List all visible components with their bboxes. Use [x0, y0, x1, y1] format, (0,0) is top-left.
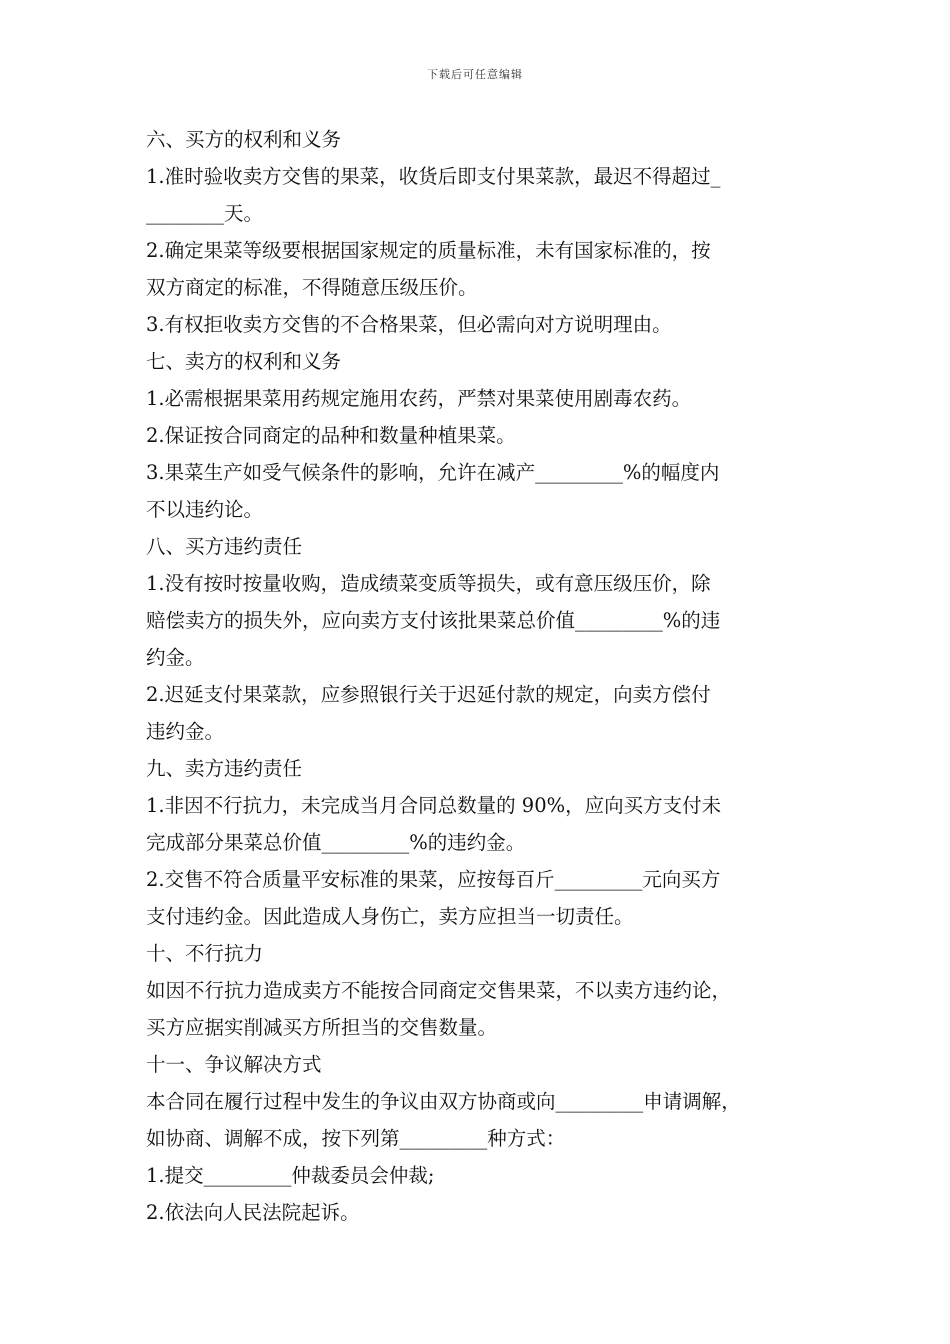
text-line: 1.没有按时按量收购，造成绩菜变质等损失，或有意压级压价，除: [146, 572, 711, 595]
text-line: 2.确定果菜等级要根据国家规定的质量标准，未有国家标准的，按: [146, 239, 711, 262]
text-line: 本合同在履行过程中发生的争议由双方协商或向_________申请调解，: [146, 1090, 741, 1113]
text-line: ________天。: [146, 202, 264, 225]
text-line: 不以违约论。: [146, 498, 264, 521]
text-line: 买方应据实削减买方所担当的交售数量。: [146, 1016, 498, 1039]
text-line: 1.准时验收卖方交售的果菜，收货后即支付果菜款，最迟不得超过_: [146, 165, 721, 188]
text-line: 如协商、调解不成，按下列第_________种方式：: [146, 1127, 566, 1150]
text-line: 2.交售不符合质量平安标准的果菜，应按每百斤_________元向买方: [146, 868, 721, 891]
section-heading: 十、不行抗力: [146, 942, 264, 965]
text-line: 1.非因不行抗力，未完成当月合同总数量的 90%，应向买方支付未: [146, 794, 722, 817]
document-body: [146, 121, 826, 1231]
page-header: 下载后可任意编辑: [427, 68, 523, 81]
text-line: 2.迟延支付果菜款，应参照银行关于迟延付款的规定，向卖方偿付: [146, 683, 711, 706]
text-line: 约金。: [146, 646, 205, 669]
section-heading: 七、卖方的权利和义务: [146, 350, 342, 373]
section-heading: 六、买方的权利和义务: [146, 128, 342, 151]
text-line: 2.保证按合同商定的品种和数量种植果菜。: [146, 424, 516, 447]
text-line: 1.提交_________仲裁委员会仲裁;: [146, 1164, 435, 1187]
text-line: 3.果菜生产如受气候条件的影响，允许在减产_________%的幅度内: [146, 461, 720, 484]
section-heading: 九、卖方违约责任: [146, 757, 303, 780]
text-line: 双方商定的标准，不得随意压级压价。: [146, 276, 478, 299]
text-line: 赔偿卖方的损失外，应向卖方支付该批果菜总价值_________%的违: [146, 609, 721, 632]
text-line: 支付违约金。因此造成人身伤亡，卖方应担当一切责任。: [146, 905, 634, 928]
section-heading: 十一、争议解决方式: [146, 1053, 322, 1076]
text-line: 完成部分果菜总价值_________%的违约金。: [146, 831, 526, 854]
text-line: 违约金。: [146, 720, 225, 743]
text-line: 如因不行抗力造成卖方不能按合同商定交售果菜，不以卖方违约论，: [146, 979, 732, 1002]
text-line: 3.有权拒收卖方交售的不合格果菜，但必需向对方说明理由。: [146, 313, 672, 336]
text-line: 1.必需根据果菜用药规定施用农药，严禁对果菜使用剧毒农药。: [146, 387, 692, 410]
section-heading: 八、买方违约责任: [146, 535, 303, 558]
text-line: 2.依法向人民法院起诉。: [146, 1201, 360, 1224]
